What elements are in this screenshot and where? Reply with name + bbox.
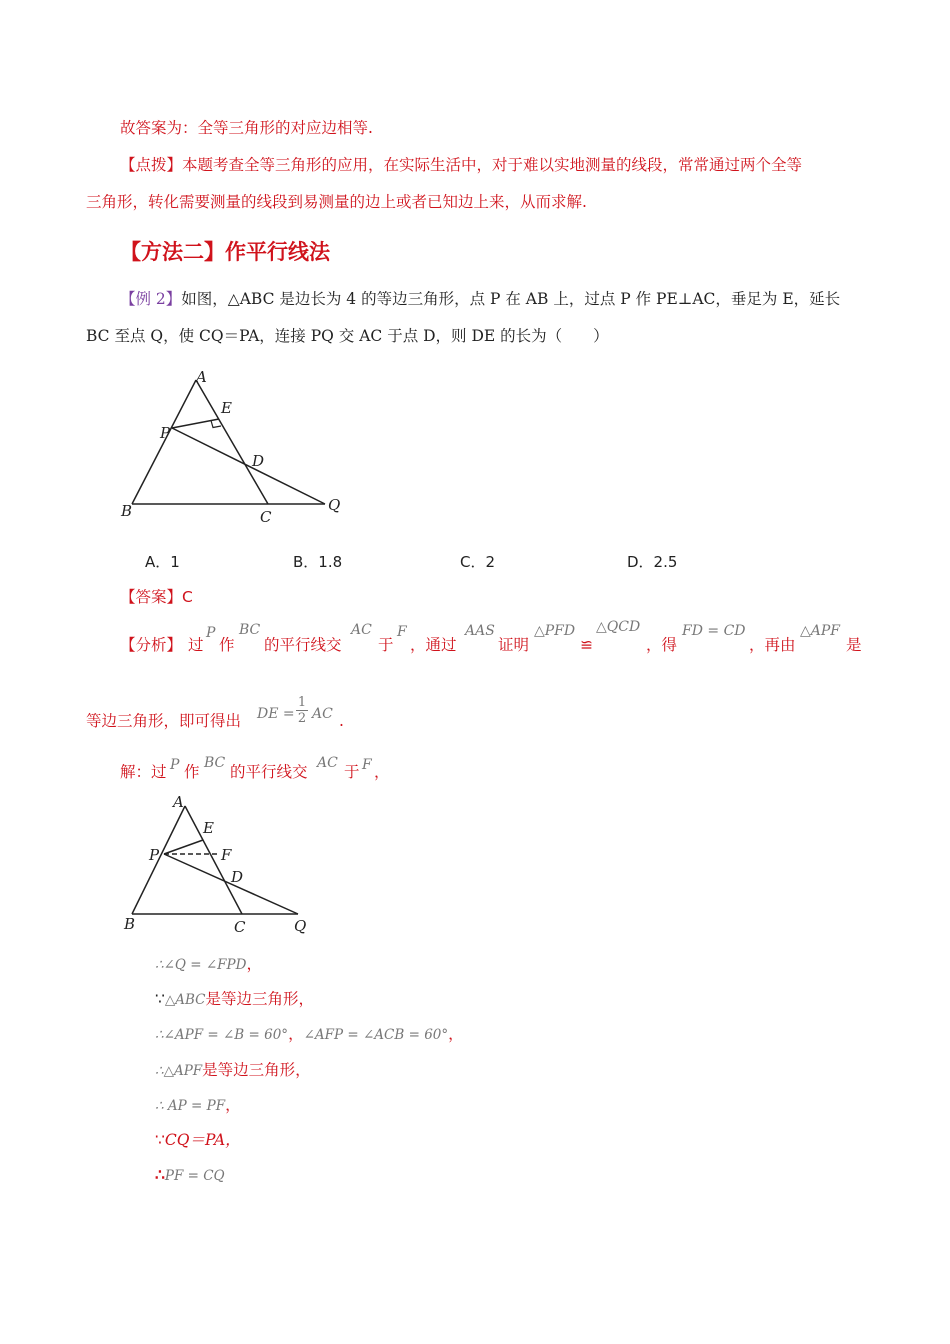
step-3-math-1: ∴∠APF = ∠B = 60° xyxy=(155,1027,289,1043)
analysis-m6: △PFD xyxy=(534,623,576,639)
fig2-label-e: E xyxy=(203,819,214,837)
step-1 xyxy=(155,953,262,975)
fig1-label-p: P xyxy=(160,424,171,442)
fig1-side-ac xyxy=(196,380,268,504)
analysis-tag: 【分析】 xyxy=(120,636,183,654)
step-3 xyxy=(155,1023,464,1045)
analysis-t3: 的平行线交 xyxy=(264,636,342,654)
step-2-math: △ABC xyxy=(164,992,206,1008)
analysis-t9: 是 xyxy=(846,636,862,654)
fig2-label-f: F xyxy=(221,846,232,864)
dianbo-line-1 xyxy=(120,154,802,176)
analysis-m9: △APF xyxy=(800,623,841,639)
answer-tag: 【答案】 xyxy=(120,588,183,606)
analysis-m10a: DE = xyxy=(257,706,295,722)
analysis-fraction xyxy=(296,695,308,726)
analysis-m8: FD = CD xyxy=(682,623,746,639)
solution-t3: 的平行线交 xyxy=(230,763,308,781)
fig1-label-d: D xyxy=(252,452,265,470)
option-a: A．1 xyxy=(145,553,180,571)
step-7 xyxy=(155,1164,225,1186)
step-4-text: 是等边三角形， xyxy=(202,1061,311,1079)
fig1-line-pq xyxy=(172,428,325,504)
example-line-2: BC 至点 Q，使 CQ＝PA，连接 PQ 交 AC 于点 D，则 DE 的长为（ ） xyxy=(86,327,609,345)
solution-t4: 于 xyxy=(344,763,360,781)
analysis-m5: AAS xyxy=(465,623,495,639)
fig1-label-q: Q xyxy=(328,496,341,514)
analysis-t1: 过 xyxy=(188,636,204,654)
fig2-label-p: P xyxy=(149,846,160,864)
step-3-math-2: ∠AFP = ∠ACB = 60° xyxy=(303,1027,449,1043)
step-6 xyxy=(155,1129,241,1151)
step-7-therefore: ∴ xyxy=(155,1165,165,1184)
analysis-m7: △QCD xyxy=(596,619,641,635)
step-4 xyxy=(155,1059,311,1081)
step-4-math: ∴△APF xyxy=(155,1063,203,1079)
solution-m2: BC xyxy=(204,755,226,771)
solution-m1: P xyxy=(170,757,180,773)
analysis-m1: P xyxy=(206,625,216,641)
fig1-label-e: E xyxy=(221,399,232,417)
step-5 xyxy=(155,1094,241,1116)
answer-statement: 故答案为：全等三角形的对应边相等. xyxy=(120,119,373,137)
solution-m3: AC xyxy=(317,755,338,771)
step-1-math: ∴∠Q = ∠FPD xyxy=(155,957,247,973)
example-line-1 xyxy=(120,288,840,310)
analysis-t5: ，通过 xyxy=(410,636,457,654)
analysis-end: . xyxy=(339,712,344,730)
fig2-line-pe xyxy=(164,840,203,854)
answer-line xyxy=(120,586,193,608)
fraction-numerator: 1 xyxy=(297,695,307,710)
analysis-t4: 于 xyxy=(378,636,394,654)
fig2-label-b: B xyxy=(124,915,136,933)
analysis-m4: F xyxy=(397,624,407,640)
analysis-m10b: AC xyxy=(312,706,333,722)
fig1-label-a: A xyxy=(196,368,207,386)
step-3-sep: ， xyxy=(288,1025,304,1043)
solution-t5: ， xyxy=(374,763,390,781)
fraction-denominator: 2 xyxy=(297,711,307,726)
dianbo-line-2: 三角形，转化需要测量的线段到易测量的边上或者已知边上来，从而求解. xyxy=(86,193,587,211)
solution-m4: F xyxy=(362,757,372,773)
analysis-m3: AC xyxy=(351,622,372,638)
fig2-label-d: D xyxy=(231,868,244,886)
analysis-t7: ，得 xyxy=(646,636,678,654)
fig1-label-b: B xyxy=(121,502,133,520)
step-2-text: 是等边三角形， xyxy=(205,990,315,1008)
analysis-m2: BC xyxy=(239,622,261,638)
step-6-because: ∵ xyxy=(155,1131,165,1149)
option-c: C．2 xyxy=(460,553,496,571)
fig2-label-c: C xyxy=(234,918,246,936)
example-text-1: 如图，△ABC 是边长为 4 的等边三角形，点 P 在 AB 上，过点 P 作 PE⊥AC，垂足为 E，延长 xyxy=(181,290,841,308)
step-1-end: ， xyxy=(246,955,262,973)
analysis-line-2: 等边三角形，即可得出 xyxy=(86,712,242,730)
example-tag: 【例 2】 xyxy=(120,290,182,308)
analysis-t2: 作 xyxy=(219,636,235,654)
step-7-math: PF = CQ xyxy=(164,1168,225,1184)
analysis-t8: ，再由 xyxy=(749,636,796,654)
step-2 xyxy=(155,988,314,1010)
fig2-label-a: A xyxy=(173,793,184,811)
dianbo-text-1: 本题考查全等三角形的应用，在实际生活中，对于难以实地测量的线段，常常通过两个全等 xyxy=(182,156,803,174)
figure-1-triangle xyxy=(110,362,360,532)
fig1-side-ab xyxy=(132,380,196,504)
analysis-cong: ≌ xyxy=(580,636,593,654)
dianbo-tag: 【点拨】 xyxy=(120,156,183,174)
step-5-end: ， xyxy=(225,1096,241,1114)
answer-value: C xyxy=(182,588,193,606)
figure-2-triangle xyxy=(115,790,325,940)
step-5-math: ∴ AP = PF xyxy=(155,1098,226,1114)
option-d: D．2.5 xyxy=(627,553,678,571)
solution-t2: 作 xyxy=(184,763,200,781)
analysis-t6: 证明 xyxy=(498,636,530,654)
solution-t1: 解：过 xyxy=(120,763,167,781)
step-6-text: CQ＝PA， xyxy=(164,1131,241,1149)
fig2-label-q: Q xyxy=(294,917,307,935)
option-b: B．1.8 xyxy=(293,553,343,571)
step-3-end: ， xyxy=(448,1025,464,1043)
fig1-label-c: C xyxy=(260,508,272,526)
method-heading: 【方法二】作平行线法 xyxy=(120,239,330,264)
step-2-because: ∵ xyxy=(155,990,165,1008)
